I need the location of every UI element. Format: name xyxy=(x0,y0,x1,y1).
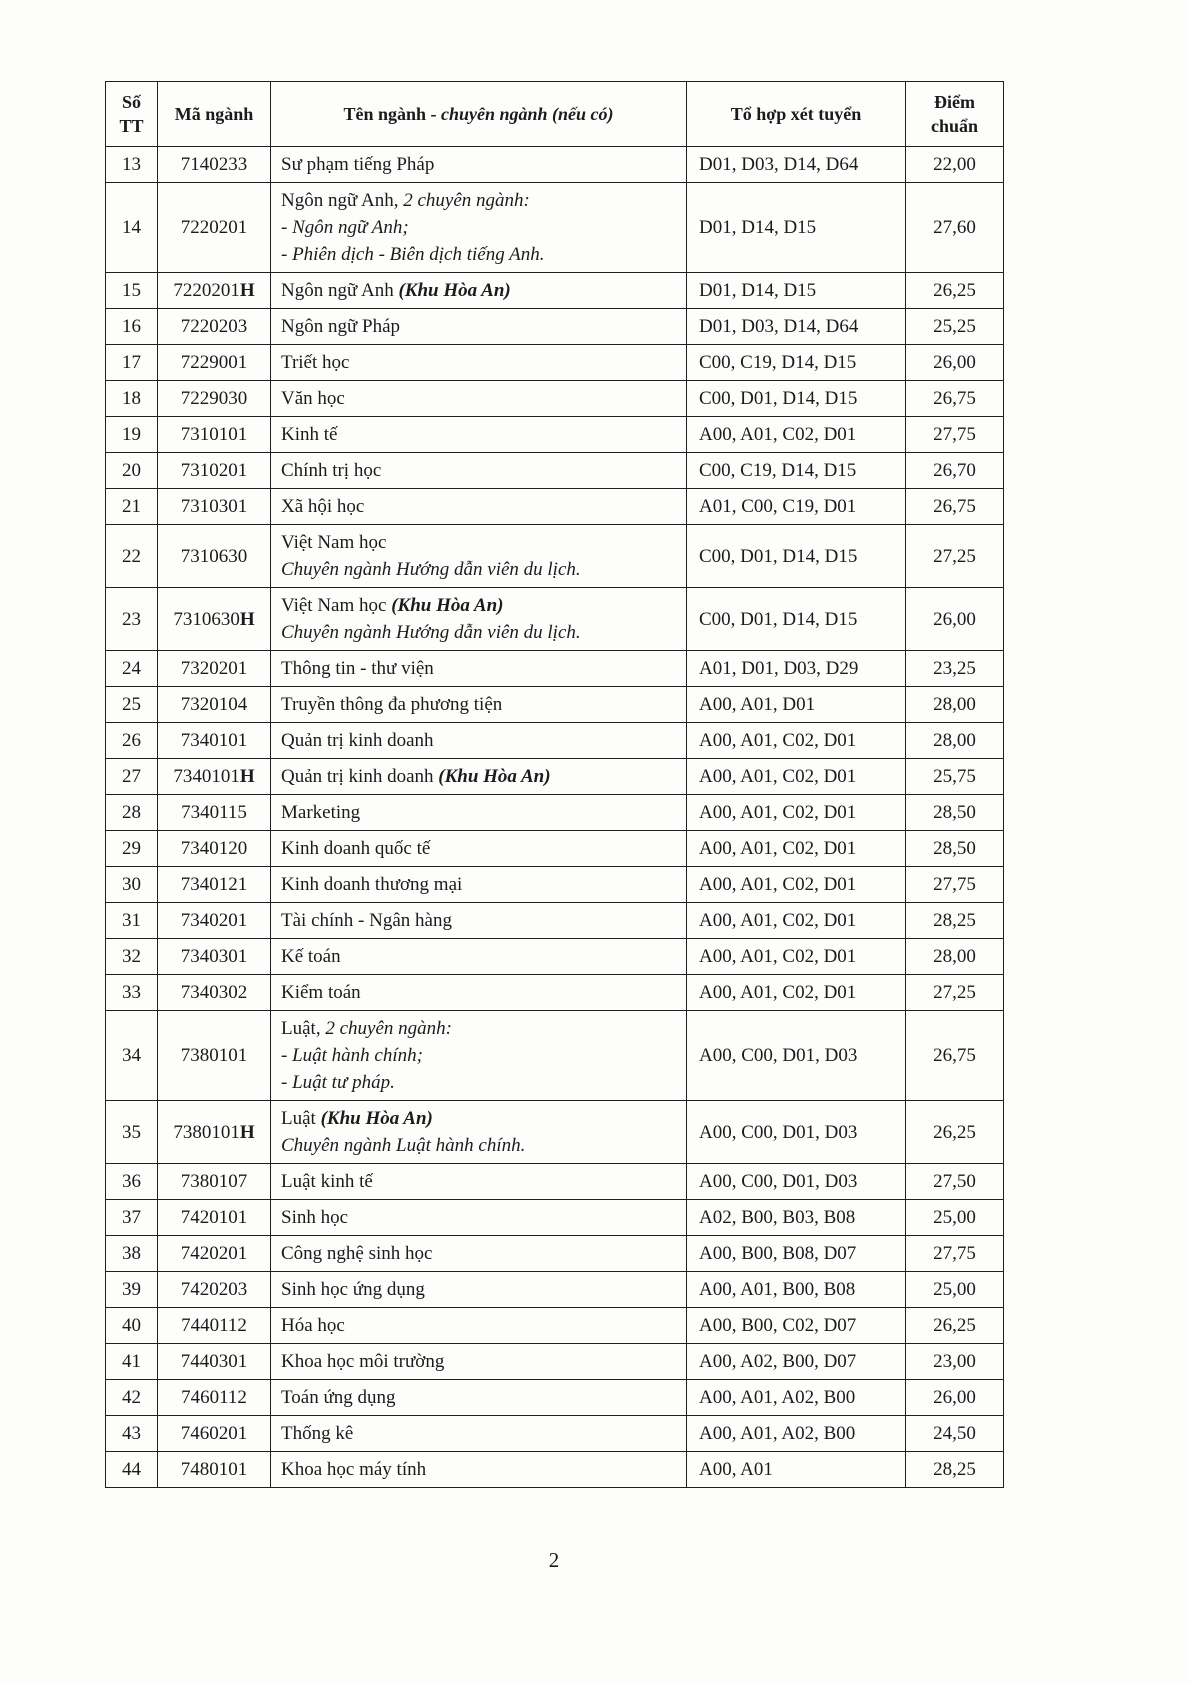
row-number-cell: 39 xyxy=(106,1272,158,1308)
major-name-line: - Luật hành chính; xyxy=(281,1045,423,1066)
major-name-line: Ngôn ngữ Pháp xyxy=(281,316,401,337)
table-row xyxy=(106,1308,1004,1344)
major-code-cell: 7220201 xyxy=(158,183,271,273)
row-number-cell: 30 xyxy=(106,867,158,903)
exam-combination-cell: D01, D14, D15 xyxy=(687,183,906,273)
major-name-line: - Luật tư pháp. xyxy=(281,1072,395,1093)
row-number-cell: 42 xyxy=(106,1380,158,1416)
major-name-line: - Ngôn ngữ Anh; xyxy=(281,217,409,238)
benchmark-score-cell: 27,25 xyxy=(906,975,1004,1011)
benchmark-score-cell: 23,25 xyxy=(906,651,1004,687)
exam-combination-cell: A00, A02, B00, D07 xyxy=(687,1344,906,1380)
table-row xyxy=(106,273,1004,309)
col-header-score-line2: chuẩn xyxy=(930,116,979,136)
table-row xyxy=(106,1416,1004,1452)
major-name-cell xyxy=(271,651,687,687)
benchmark-score-cell: 27,25 xyxy=(906,525,1004,588)
exam-combination-cell: A01, D01, D03, D29 xyxy=(687,651,906,687)
row-number-cell: 13 xyxy=(106,147,158,183)
benchmark-score-cell: 23,00 xyxy=(906,1344,1004,1380)
table-row xyxy=(106,795,1004,831)
major-name-line: Toán ứng dụng xyxy=(281,1387,396,1408)
major-name-cell xyxy=(271,1236,687,1272)
major-name-cell xyxy=(271,1011,687,1101)
major-code-cell: 7229001 xyxy=(158,345,271,381)
row-number-cell: 41 xyxy=(106,1344,158,1380)
benchmark-score-cell: 26,00 xyxy=(906,1380,1004,1416)
benchmark-score-cell: 26,25 xyxy=(906,1308,1004,1344)
row-number-cell: 16 xyxy=(106,309,158,345)
row-number-cell: 33 xyxy=(106,975,158,1011)
major-name-cell xyxy=(271,831,687,867)
col-header-stt-line2: TT xyxy=(119,116,144,136)
table-row xyxy=(106,1164,1004,1200)
exam-combination-cell: A02, B00, B03, B08 xyxy=(687,1200,906,1236)
row-number-cell: 35 xyxy=(106,1101,158,1164)
row-number-cell: 20 xyxy=(106,453,158,489)
benchmark-score-cell: 25,00 xyxy=(906,1272,1004,1308)
major-code-cell: 7460112 xyxy=(158,1380,271,1416)
col-header-name-note: chuyên ngành (nếu có) xyxy=(441,104,614,124)
exam-combination-cell: A00, A01, C02, D01 xyxy=(687,417,906,453)
benchmark-score-cell: 28,25 xyxy=(906,903,1004,939)
major-name-line: Thống kê xyxy=(281,1423,354,1444)
row-number-cell: 32 xyxy=(106,939,158,975)
major-name-cell xyxy=(271,183,687,273)
major-code-cell: 7320104 xyxy=(158,687,271,723)
col-header-stt-line1: Số xyxy=(121,92,141,112)
col-header-score xyxy=(906,82,1004,147)
major-code-cell: 7440112 xyxy=(158,1308,271,1344)
major-name-cell xyxy=(271,588,687,651)
major-name-line: Marketing xyxy=(281,802,361,823)
exam-combination-cell: C00, C19, D14, D15 xyxy=(687,453,906,489)
major-name-cell xyxy=(271,489,687,525)
table-row xyxy=(106,381,1004,417)
exam-combination-cell: A00, C00, D01, D03 xyxy=(687,1101,906,1164)
benchmark-score-cell: 26,75 xyxy=(906,489,1004,525)
table-row xyxy=(106,867,1004,903)
benchmark-score-cell: 26,00 xyxy=(906,345,1004,381)
row-number-cell: 15 xyxy=(106,273,158,309)
major-name-line: Chuyên ngành Hướng dẫn viên du lịch. xyxy=(281,559,581,580)
exam-combination-cell: C00, D01, D14, D15 xyxy=(687,525,906,588)
benchmark-score-cell: 26,70 xyxy=(906,453,1004,489)
major-code-cell: 7340115 xyxy=(158,795,271,831)
major-name-line: Kinh tế xyxy=(281,424,338,445)
major-name-cell xyxy=(271,975,687,1011)
exam-combination-cell: A01, C00, C19, D01 xyxy=(687,489,906,525)
major-name-line: Tài chính - Ngân hàng xyxy=(281,910,452,931)
major-code-cell: 7310201 xyxy=(158,453,271,489)
col-header-score-line1: Điểm xyxy=(934,92,975,112)
major-code-cell: 7460201 xyxy=(158,1416,271,1452)
major-code-cell: 7340101H xyxy=(158,759,271,795)
row-number-cell: 34 xyxy=(106,1011,158,1101)
row-number-cell: 43 xyxy=(106,1416,158,1452)
table-row xyxy=(106,1344,1004,1380)
major-name-cell xyxy=(271,273,687,309)
row-number-cell: 38 xyxy=(106,1236,158,1272)
row-number-cell: 40 xyxy=(106,1308,158,1344)
col-header-stt xyxy=(106,82,158,147)
exam-combination-cell: A00, A01, B00, B08 xyxy=(687,1272,906,1308)
major-name-line: Kiểm toán xyxy=(281,982,361,1003)
row-number-cell: 23 xyxy=(106,588,158,651)
exam-combination-cell: C00, D01, D14, D15 xyxy=(687,588,906,651)
benchmark-score-cell: 28,00 xyxy=(906,723,1004,759)
major-code-cell: 7220203 xyxy=(158,309,271,345)
major-code-suffix: H xyxy=(239,1121,255,1143)
major-name-line: Sư phạm tiếng Pháp xyxy=(281,154,435,175)
major-name-line: Chuyên ngành Luật hành chính. xyxy=(281,1135,526,1156)
major-name-cell xyxy=(271,1200,687,1236)
major-name-line: Chuyên ngành Hướng dẫn viên du lịch. xyxy=(281,622,581,643)
benchmark-score-cell: 28,00 xyxy=(906,687,1004,723)
major-name-cell xyxy=(271,903,687,939)
table-row xyxy=(106,309,1004,345)
major-name-cell xyxy=(271,381,687,417)
major-name-cell xyxy=(271,453,687,489)
major-code-cell: 7140233 xyxy=(158,147,271,183)
row-number-cell: 25 xyxy=(106,687,158,723)
major-code-cell: 7480101 xyxy=(158,1452,271,1488)
exam-combination-cell: A00, A01, C02, D01 xyxy=(687,759,906,795)
major-name-line: Truyền thông đa phương tiện xyxy=(281,694,503,715)
table-header xyxy=(106,82,1004,147)
row-number-cell: 19 xyxy=(106,417,158,453)
major-name-cell xyxy=(271,1380,687,1416)
major-code-cell: 7340302 xyxy=(158,975,271,1011)
col-header-code: Mã ngành xyxy=(158,82,271,147)
major-code-cell: 7340121 xyxy=(158,867,271,903)
major-name-line: Quản trị kinh doanh (Khu Hòa An) xyxy=(281,766,551,787)
exam-combination-cell: A00, A01, C02, D01 xyxy=(687,867,906,903)
major-name-cell xyxy=(271,723,687,759)
table-row xyxy=(106,525,1004,588)
major-name-line: Chính trị học xyxy=(281,460,382,481)
major-name-line: Kinh doanh thương mại xyxy=(281,874,463,895)
table-row xyxy=(106,417,1004,453)
benchmark-score-cell: 26,00 xyxy=(906,588,1004,651)
major-name-cell xyxy=(271,309,687,345)
table-row xyxy=(106,1236,1004,1272)
col-header-name-main: Tên ngành - xyxy=(343,104,441,124)
table-row xyxy=(106,723,1004,759)
exam-combination-cell: A00, A01, A02, B00 xyxy=(687,1416,906,1452)
major-name-cell xyxy=(271,525,687,588)
table-body xyxy=(106,147,1004,1488)
major-code-cell: 7320201 xyxy=(158,651,271,687)
benchmark-score-cell: 25,00 xyxy=(906,1200,1004,1236)
major-name-cell xyxy=(271,939,687,975)
exam-combination-cell: C00, D01, D14, D15 xyxy=(687,381,906,417)
table-row xyxy=(106,1101,1004,1164)
major-code-cell: 7420203 xyxy=(158,1272,271,1308)
major-name-cell xyxy=(271,759,687,795)
major-name-line: Luật kinh tế xyxy=(281,1171,373,1192)
table-row xyxy=(106,831,1004,867)
row-number-cell: 36 xyxy=(106,1164,158,1200)
major-name-cell xyxy=(271,1452,687,1488)
benchmark-score-cell: 28,00 xyxy=(906,939,1004,975)
row-number-cell: 29 xyxy=(106,831,158,867)
row-number-cell: 21 xyxy=(106,489,158,525)
major-name-cell xyxy=(271,1164,687,1200)
major-code-cell: 7440301 xyxy=(158,1344,271,1380)
exam-combination-cell: A00, B00, B08, D07 xyxy=(687,1236,906,1272)
table-row xyxy=(106,759,1004,795)
exam-combination-cell: D01, D03, D14, D64 xyxy=(687,309,906,345)
row-number-cell: 18 xyxy=(106,381,158,417)
row-number-cell: 22 xyxy=(106,525,158,588)
major-name-line: Kinh doanh quốc tế xyxy=(281,838,431,859)
major-code-cell: 7310301 xyxy=(158,489,271,525)
benchmark-score-cell: 27,60 xyxy=(906,183,1004,273)
major-code-cell: 7340120 xyxy=(158,831,271,867)
major-code-cell: 7380101H xyxy=(158,1101,271,1164)
major-code-cell: 7380107 xyxy=(158,1164,271,1200)
major-code-cell: 7340301 xyxy=(158,939,271,975)
exam-combination-cell: A00, A01, C02, D01 xyxy=(687,831,906,867)
admission-score-table xyxy=(105,81,1004,1488)
exam-combination-cell: D01, D03, D14, D64 xyxy=(687,147,906,183)
major-name-cell xyxy=(271,1308,687,1344)
major-code-cell: 7229030 xyxy=(158,381,271,417)
major-name-line: Công nghệ sinh học xyxy=(281,1243,433,1264)
major-name-cell xyxy=(271,417,687,453)
major-name-line: Ngôn ngữ Anh (Khu Hòa An) xyxy=(281,280,511,301)
exam-combination-cell: A00, C00, D01, D03 xyxy=(687,1164,906,1200)
benchmark-score-cell: 26,25 xyxy=(906,273,1004,309)
table-row xyxy=(106,147,1004,183)
major-code-cell: 7340101 xyxy=(158,723,271,759)
major-code-cell: 7310630 xyxy=(158,525,271,588)
major-code-cell: 7380101 xyxy=(158,1011,271,1101)
major-name-line: Thông tin - thư viện xyxy=(281,658,434,679)
col-header-combo: Tổ hợp xét tuyển xyxy=(687,82,906,147)
major-name-line: Văn học xyxy=(281,388,345,409)
exam-combination-cell: D01, D14, D15 xyxy=(687,273,906,309)
row-number-cell: 37 xyxy=(106,1200,158,1236)
major-name-cell xyxy=(271,1344,687,1380)
major-code-cell: 7420201 xyxy=(158,1236,271,1272)
table-row xyxy=(106,1011,1004,1101)
major-code-cell: 7310630H xyxy=(158,588,271,651)
exam-combination-cell: A00, C00, D01, D03 xyxy=(687,1011,906,1101)
table-row xyxy=(106,183,1004,273)
major-name-cell xyxy=(271,1272,687,1308)
table-row xyxy=(106,687,1004,723)
benchmark-score-cell: 27,50 xyxy=(906,1164,1004,1200)
exam-combination-cell: A00, A01, C02, D01 xyxy=(687,795,906,831)
major-name-line: Khoa học máy tính xyxy=(281,1459,427,1480)
major-code-suffix: H xyxy=(239,280,255,301)
table-row xyxy=(106,1272,1004,1308)
benchmark-score-cell: 27,75 xyxy=(906,417,1004,453)
major-code-cell: 7420101 xyxy=(158,1200,271,1236)
table-row xyxy=(106,975,1004,1011)
major-name-line: Xã hội học xyxy=(281,496,365,517)
row-number-cell: 24 xyxy=(106,651,158,687)
benchmark-score-cell: 27,75 xyxy=(906,867,1004,903)
major-name-line: Kế toán xyxy=(281,946,341,967)
table-row xyxy=(106,345,1004,381)
exam-combination-cell: A00, A01, C02, D01 xyxy=(687,723,906,759)
major-code-cell: 7340201 xyxy=(158,903,271,939)
major-name-cell xyxy=(271,345,687,381)
exam-combination-cell: A00, B00, C02, D07 xyxy=(687,1308,906,1344)
major-code-cell: 7220201H xyxy=(158,273,271,309)
benchmark-score-cell: 22,00 xyxy=(906,147,1004,183)
major-name-line: Sinh học xyxy=(281,1207,349,1228)
benchmark-score-cell: 26,75 xyxy=(906,1011,1004,1101)
page-number: 2 xyxy=(548,1548,560,1572)
row-number-cell: 27 xyxy=(106,759,158,795)
major-code-suffix: H xyxy=(239,766,255,787)
exam-combination-cell: A00, A01, C02, D01 xyxy=(687,939,906,975)
row-number-cell: 14 xyxy=(106,183,158,273)
benchmark-score-cell: 25,75 xyxy=(906,759,1004,795)
major-name-cell xyxy=(271,1101,687,1164)
major-name-line: Khoa học môi trường xyxy=(281,1351,445,1372)
benchmark-score-cell: 28,50 xyxy=(906,831,1004,867)
major-name-cell xyxy=(271,867,687,903)
table-row xyxy=(106,903,1004,939)
major-name-line: Việt Nam học (Khu Hòa An) xyxy=(281,595,504,616)
major-name-line: Luật (Khu Hòa An) xyxy=(281,1108,433,1129)
benchmark-score-cell: 28,25 xyxy=(906,1452,1004,1488)
major-name-line: Việt Nam học xyxy=(281,532,387,553)
exam-combination-cell: A00, A01 xyxy=(687,1452,906,1488)
major-name-cell xyxy=(271,795,687,831)
table-row xyxy=(106,651,1004,687)
table-row xyxy=(106,1200,1004,1236)
table-row xyxy=(106,453,1004,489)
row-number-cell: 28 xyxy=(106,795,158,831)
major-name-cell xyxy=(271,147,687,183)
major-name-line: Quản trị kinh doanh xyxy=(281,730,434,751)
major-name-cell xyxy=(271,1416,687,1452)
major-name-line: Hóa học xyxy=(281,1315,345,1336)
exam-combination-cell: A00, A01, C02, D01 xyxy=(687,903,906,939)
benchmark-score-cell: 28,50 xyxy=(906,795,1004,831)
major-code-cell: 7310101 xyxy=(158,417,271,453)
col-header-name xyxy=(271,82,687,147)
row-number-cell: 17 xyxy=(106,345,158,381)
table-row xyxy=(106,1452,1004,1488)
header-row xyxy=(106,82,1004,147)
exam-combination-cell: A00, A01, C02, D01 xyxy=(687,975,906,1011)
row-number-cell: 44 xyxy=(106,1452,158,1488)
major-name-cell xyxy=(271,687,687,723)
major-name-line: Luật, 2 chuyên ngành: xyxy=(281,1018,452,1039)
table-row xyxy=(106,588,1004,651)
major-name-line: - Phiên dịch - Biên dịch tiếng Anh. xyxy=(281,244,545,265)
exam-combination-cell: C00, C19, D14, D15 xyxy=(687,345,906,381)
exam-combination-cell: A00, A01, D01 xyxy=(687,687,906,723)
major-name-line: Ngôn ngữ Anh, 2 chuyên ngành: xyxy=(281,190,530,211)
table-row xyxy=(106,939,1004,975)
table-row xyxy=(106,1380,1004,1416)
major-name-line: Triết học xyxy=(281,352,350,373)
benchmark-score-cell: 25,25 xyxy=(906,309,1004,345)
benchmark-score-cell: 24,50 xyxy=(906,1416,1004,1452)
benchmark-score-cell: 27,75 xyxy=(906,1236,1004,1272)
major-name-line: Sinh học ứng dụng xyxy=(281,1279,425,1300)
benchmark-score-cell: 26,75 xyxy=(906,381,1004,417)
benchmark-score-cell: 26,25 xyxy=(906,1101,1004,1164)
table-row xyxy=(106,489,1004,525)
row-number-cell: 26 xyxy=(106,723,158,759)
row-number-cell: 31 xyxy=(106,903,158,939)
exam-combination-cell: A00, A01, A02, B00 xyxy=(687,1380,906,1416)
major-code-suffix: H xyxy=(239,608,255,630)
